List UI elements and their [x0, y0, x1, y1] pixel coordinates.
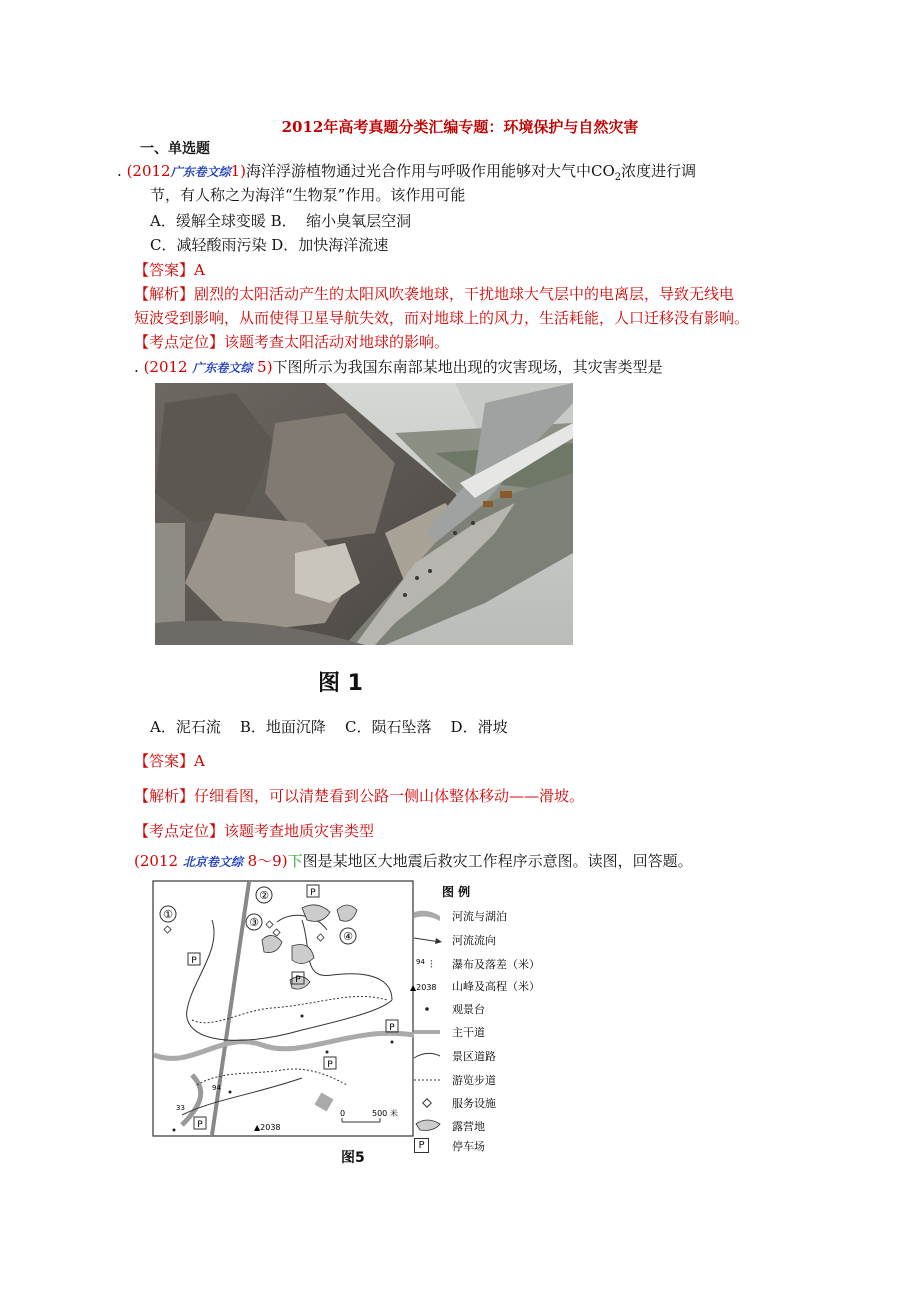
map-svg — [152, 880, 654, 1140]
q2-answer: 【答案】A — [134, 752, 205, 770]
q2-point: 【考点定位】该题考查地质灾害类型 — [134, 822, 375, 840]
q1-stem-line2: 节，有人称之为海洋“生物泵”作用。该作用可能 — [150, 186, 466, 204]
parking-label-1: P — [310, 888, 316, 898]
q1-analysis-line1: 【解析】剧烈的太阳活动产生的太阳风吹袭地球，干扰地球大气层中的电离层，导致无线电 — [134, 285, 735, 303]
landslide-photo — [155, 383, 573, 645]
circle-2: ② — [259, 889, 269, 902]
map-frame — [153, 881, 413, 1136]
q3-stem-green: 下 — [287, 852, 303, 870]
figure-1-label: 图 1 — [318, 671, 363, 696]
question-1 — [117, 160, 696, 183]
q1-source-close: 1) — [230, 162, 247, 180]
waterfall-label-b: 33 — [176, 1104, 185, 1112]
legend-parking-icon: P — [414, 1138, 429, 1153]
legend-item-9: 服务设施 — [452, 1097, 496, 1110]
q3-source-open: (2012 — [134, 852, 179, 870]
q2-source: 广东卷文综 — [192, 361, 253, 375]
q1-stem-line1b: 浓度进行调 — [621, 162, 697, 180]
parking-label-6: P — [197, 1120, 203, 1130]
q1-analysis-line2: 短波受到影响，从而使得卫星导航失效，而对地球上的风力，生活耗能，人口迁移没有影响。 — [134, 309, 750, 327]
peak-label: ▲2038 — [254, 1123, 281, 1132]
legend-river-icon — [414, 911, 440, 921]
q1-point: 【考点定位】该题考查太阳活动对地球的影响。 — [134, 333, 450, 351]
scale-max: 500 米 — [372, 1109, 398, 1118]
legend-item-7: 景区道路 — [452, 1050, 496, 1063]
circle-3: ③ — [249, 916, 259, 929]
q1-stem-line1: 海洋浮游植物通过光合作用与呼吸作用能够对大气中CO — [246, 162, 615, 180]
legend-service-icon — [423, 1099, 431, 1107]
legend-waterfall-icon: ⫶ — [430, 958, 433, 971]
scale-zero: 0 — [340, 1109, 346, 1118]
q1-source: 广东卷文综 — [170, 165, 231, 179]
legend-campsite-icon — [416, 1120, 440, 1130]
legend-item-3: 瀑布及落差（米） — [452, 958, 540, 971]
circle-4: ④ — [343, 930, 353, 943]
figure-5-label: 图5 — [341, 1150, 365, 1166]
parking-label-3: P — [295, 975, 301, 985]
q1-option-b: 缩小臭氧层空洞 — [306, 212, 412, 230]
q1-subscript: 2 — [614, 172, 622, 183]
q3-source-close: 8～9) — [247, 852, 288, 870]
legend-item-8: 游览步道 — [452, 1074, 496, 1087]
legend-item-11: 停车场 — [452, 1140, 485, 1153]
landslide-illustration — [155, 383, 573, 645]
circle-1: ① — [163, 908, 173, 921]
legend-item-5: 观景台 — [452, 1003, 485, 1016]
q1-answer: 【答案】A — [134, 261, 205, 279]
q1-options-row2: C．减轻酸雨污染 D．加快海洋流速 — [150, 236, 389, 254]
legend-item-2: 河流流向 — [452, 934, 496, 947]
q2-options: A．泥石流 B．地面沉降 C．陨石坠落 D．滑坡 — [150, 718, 508, 736]
q2-number: . — [134, 358, 139, 376]
q3-stem: 图是某地区大地震后救灾工作程序示意图。读图，回答题。 — [302, 852, 693, 870]
q2-analysis: 【解析】仔细看图，可以清楚看到公路一侧山体整体移动——滑坡。 — [134, 787, 585, 805]
legend-item-1: 河流与湖泊 — [452, 910, 507, 923]
waterfall-label-a: 94 — [212, 1084, 221, 1092]
q1-source-open: (2012 — [126, 162, 171, 180]
parking-label-2: P — [191, 956, 197, 966]
legend-peak-sample: ▲2038 — [410, 983, 437, 992]
legend-scenic-road-icon — [414, 1053, 440, 1058]
q2-source-open: (2012 — [143, 358, 188, 376]
question-3 — [134, 850, 693, 871]
q1-option-a: A．缓解全球变暖 B． — [150, 212, 297, 230]
legend-title: 图 例 — [442, 885, 471, 899]
legend-item-6: 主干道 — [452, 1026, 485, 1039]
legend-viewpoint-icon — [425, 1007, 429, 1011]
q2-stem: 下图所示为我国东南部某地出现的灾害现场，其灾害类型是 — [272, 358, 663, 376]
question-2 — [134, 356, 663, 377]
parking-label-4: P — [389, 1023, 395, 1033]
q1-number: . — [117, 162, 122, 180]
legend-waterfall-number: 94 — [416, 958, 425, 966]
legend-item-10: 露营地 — [452, 1120, 485, 1133]
document-title: 2012年高考真题分类汇编专题：环境保护与自然灾害 — [281, 118, 639, 136]
legend-item-4: 山峰及高程（米） — [452, 980, 540, 993]
parking-label-5: P — [327, 1060, 333, 1070]
q1-options-row1 — [150, 210, 411, 231]
q2-source-close: 5) — [257, 358, 273, 376]
q3-source: 北京卷文综 — [182, 855, 243, 869]
section-heading: 一、单选题 — [140, 141, 210, 157]
scenic-area-map — [152, 880, 654, 1140]
